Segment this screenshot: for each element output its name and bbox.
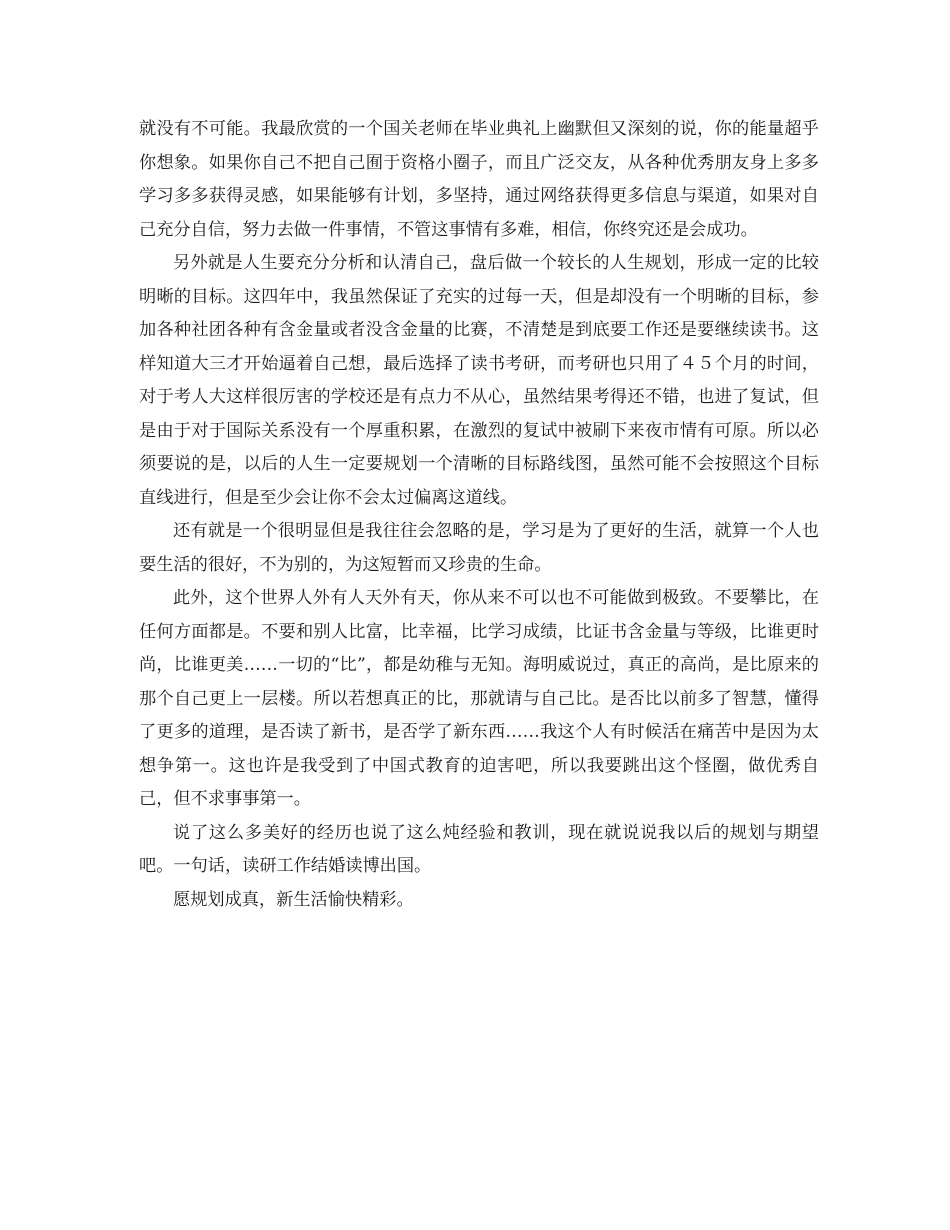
paragraph-3: 还有就是一个很明显但是我往往会忽略的是，学习是为了更好的生活，就算一个人也要生活的很好，不为别的，为这短暂而又珍贵的生命。 xyxy=(139,521,819,575)
paragraph-5: 说了这么多美好的经历也说了这么炖经验和教训，现在就说说我以后的规划与期望吧。一句话，读研工作结婚读博出国。 xyxy=(139,822,819,876)
paragraph-6: 愿规划成真，新生活愉快精彩。 xyxy=(173,889,414,910)
paragraph-4: 此外，这个世界人外有人天外有天，你从来不可以也不可能做到极致。不要攀比，在任何方面都是。不要和别人比富，比幸福，比学习成绩，比证书含金量与等级，比谁更时尚，比谁更美……一切的“比”，都是幼稚与无知。海明威说过，真正的高尚，是比原来的那个自己更上一层楼。所以若想真正的比，那就请与自己比。是否比以前多了智慧，懂得了更多的道理，是否读了新书，是否学了新东西……我这个人有时候活在痛苦中是因为太想争第一。这也许是我受到了中国式教育的迫害吧，所以我要跳出这个怪圈，做优秀自己，但不求事事第一。 xyxy=(139,588,819,809)
document-body xyxy=(139,113,819,917)
paragraph-1: 就没有不可能。我最欣赏的一个国关老师在毕业典礼上幽默但又深刻的说，你的能量超乎你想象。如果你自己不把自己囿于资格小圈子，而且广泛交友，从各种优秀朋友身上多多学习多多获得灵感，如果能够有计划，多坚持，通过网络获得更多信息与渠道，如果对自己充分自信，努力去做一件事情，不管这事情有多难，相信，你终究还是会成功。 xyxy=(139,119,819,240)
paragraph-2: 另外就是人生要充分分析和认清自己，盘后做一个较长的人生规划，形成一定的比较明晰的目标。这四年中，我虽然保证了充实的过每一天，但是却没有一个明晰的目标，参加各种社团各种有含金量或者没含金量的比赛，不清楚是到底要工作还是要继续读书。这样知道大三才开始逼着自己想，最后选择了读书考研，而考研也只用了４５个月的时间，对于考人大这样很厉害的学校还是有点力不从心，虽然结果考得还不错，也进了复试，但是由于对于国际关系没有一个厚重积累，在激烈的复试中被刷下来夜市情有可原。所以必须要说的是，以后的人生一定要规划一个清晰的目标路线图，虽然可能不会按照这个目标直线进行，但是至少会让你不会太过偏离这道线。 xyxy=(139,253,819,508)
